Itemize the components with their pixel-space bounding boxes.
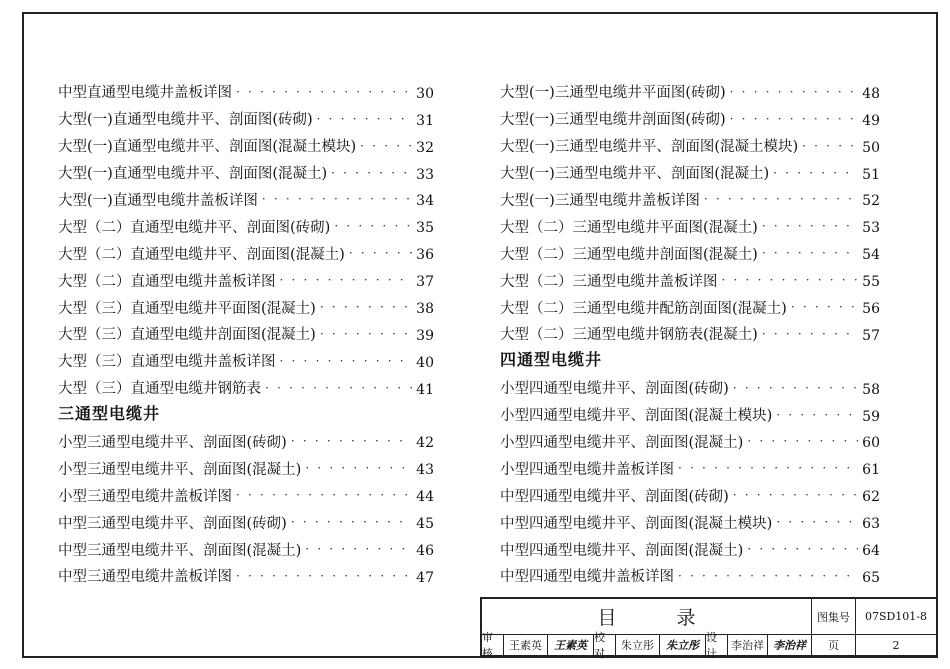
toc-leader-dots	[722, 274, 859, 286]
toc-entry	[58, 289, 434, 316]
toc-entry-title: 大型（二）三通型电缆井平面图(混凝土)	[500, 219, 758, 236]
toc-leader-dots	[733, 382, 858, 394]
toc-leader-dots	[730, 113, 858, 125]
toc-leader-dots	[747, 435, 858, 447]
toc-entry-title: 大型(一)三通型电缆井平、剖面图(混凝土模块)	[500, 139, 799, 156]
toc-entry	[58, 450, 434, 477]
toc-entry-title: 小型三通型电缆井平、剖面图(砖砌)	[58, 434, 287, 451]
toc-entry-page: 45	[416, 516, 434, 533]
toc-entry-page: 31	[416, 112, 434, 129]
toc-entry-title: 大型(一)直通型电缆井平、剖面图(混凝土)	[58, 166, 328, 183]
toc-entry-page: 39	[416, 327, 434, 344]
toc-entry-title: 大型(一)直通型电缆井平、剖面图(砖砌)	[58, 112, 313, 129]
toc-entry	[58, 477, 434, 504]
checker-name: 朱立彤	[616, 635, 660, 656]
section-heading-four-way: 四通型电缆井	[500, 349, 603, 369]
toc-entry-page: 41	[416, 381, 434, 398]
toc-leader-dots	[762, 247, 858, 259]
toc-entry-title: 大型（二）三通型电缆井配筋剖面图(混凝土)	[500, 300, 787, 317]
toc-entry	[500, 74, 880, 101]
toc-entry-title: 中型四通型电缆井平、剖面图(砖砌)	[500, 488, 729, 505]
toc-entry	[58, 370, 434, 397]
toc-entry-page: 44	[416, 489, 434, 506]
toc-leader-dots	[236, 86, 412, 98]
toc-leader-dots	[262, 193, 412, 205]
toc-entry-title: 小型四通型电缆井平、剖面图(混凝土)	[500, 434, 744, 451]
toc-entry-title: 大型（二）三通型电缆井钢筋表(混凝土)	[500, 327, 758, 344]
toc-entry	[500, 316, 880, 343]
designer-signature: 李治祥	[768, 635, 812, 656]
toc-leader-dots	[678, 462, 858, 474]
toc-leader-dots	[320, 328, 412, 340]
toc-entry-title: 中型三通型电缆井平、剖面图(混凝土)	[58, 542, 302, 559]
toc-leader-dots	[773, 167, 858, 179]
toc-entry	[500, 235, 880, 262]
title-block	[480, 597, 936, 660]
toc-entry-page: 59	[862, 408, 880, 425]
toc-leader-dots	[349, 247, 412, 259]
toc-leader-dots	[704, 193, 858, 205]
toc-entry-title: 大型（三）直通型电缆井盖板详图	[58, 354, 276, 371]
toc-entry	[58, 424, 434, 451]
check-label: 校对	[594, 635, 616, 656]
toc-right-column	[500, 74, 880, 585]
toc-entry	[500, 531, 880, 558]
toc-entry-title: 中型直通型电缆井盖板详图	[58, 85, 232, 102]
toc-entry-title: 大型(一)三通型电缆井平、剖面图(混凝土)	[500, 166, 770, 183]
toc-entry-page: 57	[862, 327, 880, 344]
toc-entry-title: 小型三通型电缆井平、剖面图(混凝土)	[58, 461, 302, 478]
toc-leader-dots	[280, 274, 413, 286]
toc-left-column	[58, 74, 434, 585]
toc-entry-title: 大型（二）直通型电缆井平、剖面图(砖砌)	[58, 219, 331, 236]
toc-leader-dots	[236, 570, 412, 582]
toc-entry-page: 33	[416, 166, 434, 183]
toc-entry-title: 小型四通型电缆井平、剖面图(砖砌)	[500, 381, 729, 398]
toc-leader-dots	[776, 409, 858, 421]
toc-entry	[500, 155, 880, 182]
toc-entry-title: 中型四通型电缆井盖板详图	[500, 569, 674, 586]
toc-entry-page: 60	[862, 435, 880, 452]
toc-entry-title: 大型（二）三通型电缆井盖板详图	[500, 273, 718, 290]
toc-entry	[500, 128, 880, 155]
toc-entry-title: 大型（二）直通型电缆井盖板详图	[58, 273, 276, 290]
toc-entry-page: 43	[416, 462, 434, 479]
toc-entry-page: 63	[862, 516, 880, 533]
toc-leader-dots	[305, 543, 412, 555]
toc-entry	[58, 262, 434, 289]
toc-entry-page: 34	[416, 193, 434, 210]
toc-leader-dots	[265, 382, 412, 394]
toc-entry-title: 大型(一)三通型电缆井剖面图(砖砌)	[500, 112, 726, 129]
toc-entry-page: 64	[862, 543, 880, 560]
toc-leader-dots	[747, 543, 858, 555]
toc-entry	[500, 262, 880, 289]
toc-entry	[58, 128, 434, 155]
design-label: 设计	[706, 635, 728, 656]
toc-leader-dots	[678, 570, 858, 582]
designer-name: 李治祥	[728, 635, 768, 656]
toc-entry-title: 大型（二）直通型电缆井平、剖面图(混凝土)	[58, 246, 345, 263]
toc-leader-dots	[317, 113, 412, 125]
toc-entry-title: 大型(一)三通型电缆井平面图(砖砌)	[500, 85, 726, 102]
toc-entry	[500, 477, 880, 504]
toc-leader-dots	[291, 435, 412, 447]
toc-entry	[500, 208, 880, 235]
toc-entry-page: 58	[862, 381, 880, 398]
toc-entry	[500, 397, 880, 424]
toc-entry	[58, 504, 434, 531]
toc-entry-page: 50	[862, 139, 880, 156]
toc-entry-title: 大型（三）直通型电缆井剖面图(混凝土)	[58, 327, 316, 344]
toc-leader-dots	[305, 462, 412, 474]
toc-entry-title: 大型(一)直通型电缆井平、剖面图(混凝土模块)	[58, 139, 357, 156]
toc-entry-page: 42	[416, 435, 434, 452]
review-label: 审核	[482, 635, 504, 656]
toc-entry-title: 中型三通型电缆井平、剖面图(砖砌)	[58, 515, 287, 532]
toc-entry-page: 65	[862, 569, 880, 586]
toc-entry	[500, 289, 880, 316]
toc-entry-page: 62	[862, 489, 880, 506]
toc-entry-page: 49	[862, 112, 880, 129]
toc-entry-page: 40	[416, 354, 434, 371]
toc-leader-dots	[762, 328, 858, 340]
toc-entry-title: 小型四通型电缆井平、剖面图(混凝土模块)	[500, 408, 773, 425]
toc-entry-page: 32	[416, 139, 434, 156]
toc-entry-page: 30	[416, 85, 434, 102]
toc-entry	[500, 558, 880, 585]
toc-entry-title: 中型四通型电缆井平、剖面图(混凝土模块)	[500, 515, 773, 532]
toc-entry-title: 中型三通型电缆井盖板详图	[58, 569, 232, 586]
toc-leader-dots	[236, 489, 412, 501]
toc-entry	[58, 208, 434, 235]
reviewer-name: 王素英	[504, 635, 548, 656]
toc-entry	[58, 182, 434, 209]
toc-leader-dots	[334, 220, 412, 232]
page-label: 页	[812, 635, 856, 656]
toc-entry	[58, 558, 434, 585]
toc-entry	[500, 424, 880, 451]
toc-entry	[58, 343, 434, 370]
toc-entry-title: 大型（二）三通型电缆井剖面图(混凝土)	[500, 246, 758, 263]
toc-entry-page: 37	[416, 274, 434, 291]
toc-leader-dots	[733, 489, 858, 501]
toc-entry-page: 53	[862, 220, 880, 237]
reviewer-signature: 王素英	[548, 635, 594, 656]
toc-entry	[500, 450, 880, 477]
atlas-number: 07SD101-8	[856, 599, 936, 635]
toc-entry	[500, 370, 880, 397]
toc-entry-page: 46	[416, 543, 434, 560]
toc-entry-page: 56	[862, 301, 880, 318]
toc-entry-page: 47	[416, 569, 434, 586]
toc-leader-dots	[280, 355, 413, 367]
toc-entry-title: 大型(一)三通型电缆井盖板详图	[500, 192, 700, 209]
section-heading-three-way: 三通型电缆井	[58, 403, 161, 423]
toc-entry-page: 61	[862, 462, 880, 479]
toc-entry	[58, 316, 434, 343]
toc-entry-page: 36	[416, 247, 434, 264]
toc-entry-page: 35	[416, 220, 434, 237]
toc-entry-title: 大型(一)直通型电缆井盖板详图	[58, 192, 258, 209]
toc-leader-dots	[320, 301, 412, 313]
toc-leader-dots	[791, 301, 858, 313]
toc-entry	[500, 182, 880, 209]
toc-entry-page: 52	[862, 193, 880, 210]
toc-entry-title: 大型（三）直通型电缆井平面图(混凝土)	[58, 300, 316, 317]
toc-entry-title: 小型四通型电缆井盖板详图	[500, 461, 674, 478]
toc-entry-title: 大型（三）直通型电缆井钢筋表	[58, 381, 261, 398]
atlas-number-label: 图集号	[812, 599, 856, 635]
toc-entry-page: 55	[862, 274, 880, 291]
toc-entry	[58, 531, 434, 558]
title-block-title: 目录	[482, 599, 812, 635]
toc-entry-title: 小型三通型电缆井盖板详图	[58, 488, 232, 505]
toc-entry-page: 48	[862, 85, 880, 102]
toc-entry	[58, 155, 434, 182]
toc-leader-dots	[730, 86, 858, 98]
toc-entry-page: 54	[862, 247, 880, 264]
toc-entry	[58, 235, 434, 262]
toc-entry	[500, 101, 880, 128]
toc-entry-page: 51	[862, 166, 880, 183]
toc-leader-dots	[776, 516, 858, 528]
toc-entry-page: 38	[416, 301, 434, 318]
page-number: 2	[856, 635, 936, 656]
toc-leader-dots	[331, 167, 412, 179]
toc-leader-dots	[360, 140, 412, 152]
checker-signature: 朱立彤	[660, 635, 706, 656]
toc-entry	[58, 101, 434, 128]
toc-leader-dots	[291, 516, 412, 528]
toc-entry	[500, 504, 880, 531]
toc-leader-dots	[762, 220, 858, 232]
toc-entry-title: 中型四通型电缆井平、剖面图(混凝土)	[500, 542, 744, 559]
toc-leader-dots	[802, 140, 858, 152]
toc-entry	[58, 74, 434, 101]
